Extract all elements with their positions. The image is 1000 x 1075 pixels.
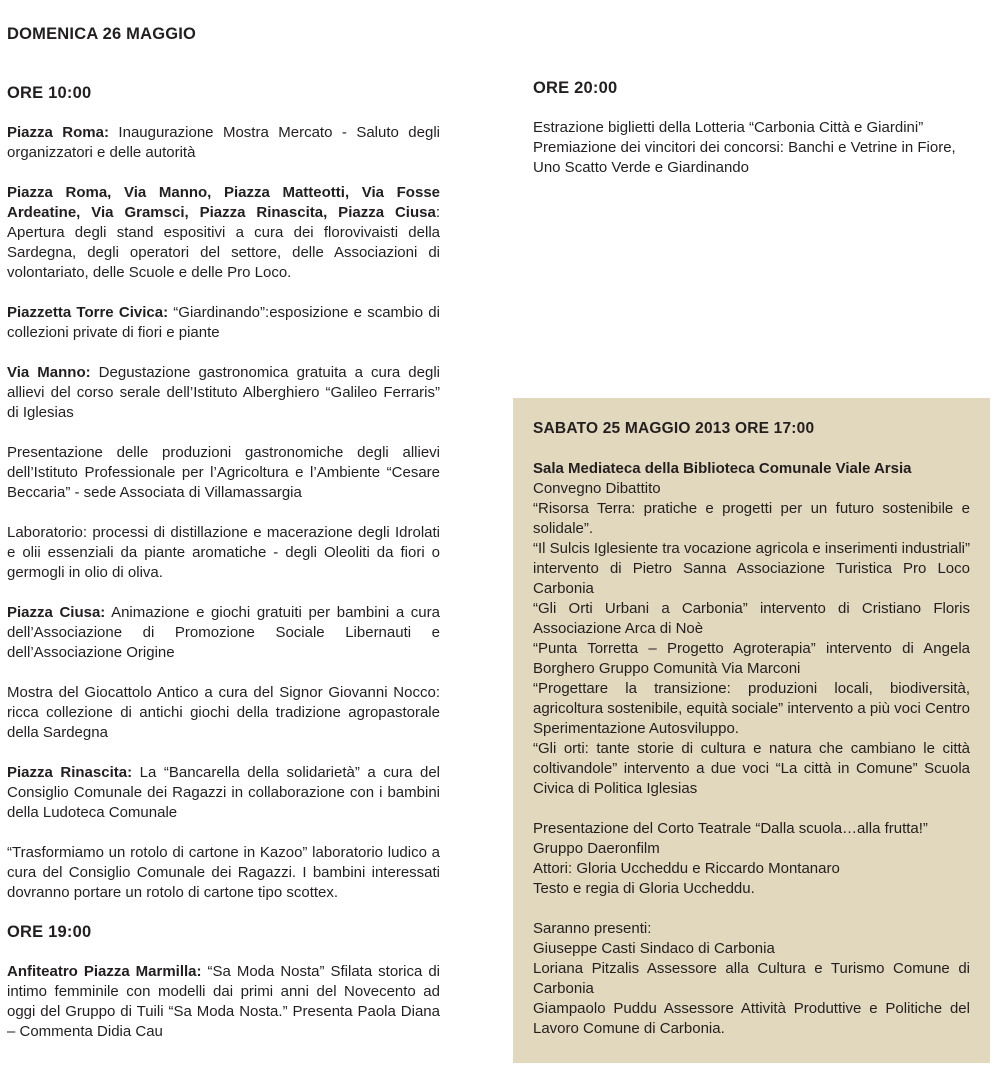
- lottery-line: Uno Scatto Verde e Giardinando: [533, 159, 749, 176]
- spacer: [533, 799, 970, 819]
- event-location: Piazza Roma, Via Manno, Piazza Matteotti, Via Fosse Ardeatine, Via Gramsci, Piazza Rinascita, Piazza Ciusa: [7, 184, 440, 221]
- event-text: La “Bancarella della solidarietà” a cura del Consiglio Comunale dei Ragazzi in collaborazione con i bambini della Ludoteca Comunale: [7, 764, 441, 821]
- venue-name: Sala Mediateca della Biblioteca Comunale Viale Arsia: [533, 460, 912, 477]
- event-location: Piazzetta Torre Civica:: [7, 304, 169, 321]
- event-paragraph: [7, 523, 440, 583]
- attendee-line: Giuseppe Casti Sindaco di Carbonia: [533, 940, 775, 957]
- presentation-line: Gruppo Daeronfilm: [533, 840, 660, 857]
- presentation-line: Attori: Gloria Uccheddu e Riccardo Montanaro: [533, 860, 840, 877]
- box-paragraph: “Progettare la transizione: produzioni locali, biodiversità, agricoltura sostenibile, equità sociale” intervento a più voci Centro Sperimentazione Autosviluppo.: [533, 680, 970, 737]
- event-location: Piazza Roma:: [7, 124, 109, 141]
- event-paragraph: [7, 962, 440, 1042]
- event-text: “Sa Moda Nosta” Sfilata storica di intimo femminile con modelli dai primi anni del Novecento ad oggi del Gruppo di Tuili “Sa Moda Nosta.” Presenta Paola Diana – Commenta Didia Cau: [7, 963, 440, 1040]
- event-paragraph: [7, 683, 440, 743]
- box-date-heading: SABATO 25 MAGGIO 2013 ORE 17:00: [533, 420, 815, 437]
- saturday-program-box: [513, 398, 990, 1063]
- event-text: Degustazione gastronomica gratuita a cura degli allievi del corso serale dell’Istituto Alberghiero “Galileo Ferraris” di Iglesias: [7, 364, 440, 421]
- event-text: Inaugurazione Mostra Mercato - Saluto degli organizzatori e delle autorità: [7, 124, 440, 161]
- event-text: Presentazione delle produzioni gastronomiche degli allievi dell’Istituto Professionale per l’Agricoltura e l’Ambiente “Cesare Beccaria” - sede Associata di Villamassargia: [7, 444, 440, 501]
- page-title: DOMENICA 26 MAGGIO: [7, 25, 197, 43]
- box-paragraph: Convegno Dibattito: [533, 480, 661, 497]
- right-column-top: [533, 79, 970, 178]
- box-paragraph: “Risorsa Terra: pratiche e progetti per un futuro sostenibile e solidale”.: [533, 500, 970, 537]
- event-text: : Apertura degli stand espositivi a cura dei florovivaisti della Sardegna, degli operatori del settore, delle Associazioni di volontariato, delle Scuole e delle Pro Loco.: [7, 204, 440, 281]
- lottery-line: Premiazione dei vincitori dei concorsi: Banchi e Vetrine in Fiore,: [533, 139, 956, 156]
- left-column: [7, 25, 440, 1062]
- attendee-line: Giampaolo Puddu Assessore Attività Produttive e Politiche del Lavoro Comune di Carbonia.: [533, 1000, 970, 1037]
- event-paragraph: [7, 363, 440, 423]
- presentation-line: Testo e regia di Gloria Uccheddu.: [533, 880, 755, 897]
- event-location: Via Manno:: [7, 364, 91, 381]
- box-paragraph: “Punta Torretta – Progetto Agroterapia” intervento di Angela Borghero Gruppo Comunità Via Marconi: [533, 640, 970, 677]
- time-heading-ore-1000: ORE 10:00: [7, 84, 92, 102]
- lottery-line: Estrazione biglietti della Lotteria “Carbonia Città e Giardini”: [533, 119, 924, 136]
- event-location: Piazza Ciusa:: [7, 604, 106, 621]
- event-paragraph: [7, 443, 440, 503]
- presentation-line: Presentazione del Corto Teatrale “Dalla scuola…alla frutta!”: [533, 820, 928, 837]
- event-paragraph: [7, 303, 440, 343]
- event-text: “Giardinando”:esposizione e scambio di collezioni private di fiori e piante: [7, 304, 440, 341]
- event-text: “Trasformiamo un rotolo di cartone in Kazoo” laboratorio ludico a cura del Consiglio Comunale dei Ragazzi. I bambini interessati dovranno portare un rotolo di cartone tipo scottex.: [7, 844, 440, 901]
- box-paragraph: “Gli Orti Urbani a Carbonia” intervento di Cristiano Floris Associazione Arca di Noè: [533, 600, 970, 637]
- event-text: Animazione e giochi gratuiti per bambini a cura dell’Associazione di Promozione Sociale Libernauti e dell’Associazione Origine: [7, 604, 440, 661]
- attendee-line: Loriana Pitzalis Assessore alla Cultura e Turismo Comune di Carbonia: [533, 960, 970, 997]
- event-location: Piazza Rinascita:: [7, 764, 133, 781]
- box-paragraph: “Il Sulcis Iglesiente tra vocazione agricola e inserimenti industriali” intervento di Pietro Sanna Associazione Turistica Pro Loco Carbonia: [533, 540, 970, 597]
- spacer: [533, 899, 970, 919]
- event-text: Mostra del Giocattolo Antico a cura del Signor Giovanni Nocco: ricca collezione di antichi giochi della tradizione agropastorale della Sardegna: [7, 684, 440, 741]
- event-location: Anfiteatro Piazza Marmilla:: [7, 963, 202, 980]
- event-paragraph: [7, 183, 440, 283]
- time-heading-ore-2000: ORE 20:00: [533, 79, 618, 97]
- box-paragraph: “Gli orti: tante storie di cultura e natura che cambiano le città coltivandole” intervento a due voci “La città in Comune” Scuola Civica di Politica Iglesias: [533, 740, 970, 797]
- time-heading-ore-1900: ORE 19:00: [7, 923, 92, 941]
- attendees-label: Saranno presenti:: [533, 920, 652, 937]
- event-text: Laboratorio: processi di distillazione e macerazione degli Idrolati e olii essenziali da piante aromatiche - degli Oleoliti da fiori o germogli in olio di oliva.: [7, 524, 440, 581]
- event-paragraph: [7, 123, 440, 163]
- event-paragraph: [7, 763, 440, 823]
- event-paragraph: [7, 603, 440, 663]
- event-paragraph: [7, 843, 440, 903]
